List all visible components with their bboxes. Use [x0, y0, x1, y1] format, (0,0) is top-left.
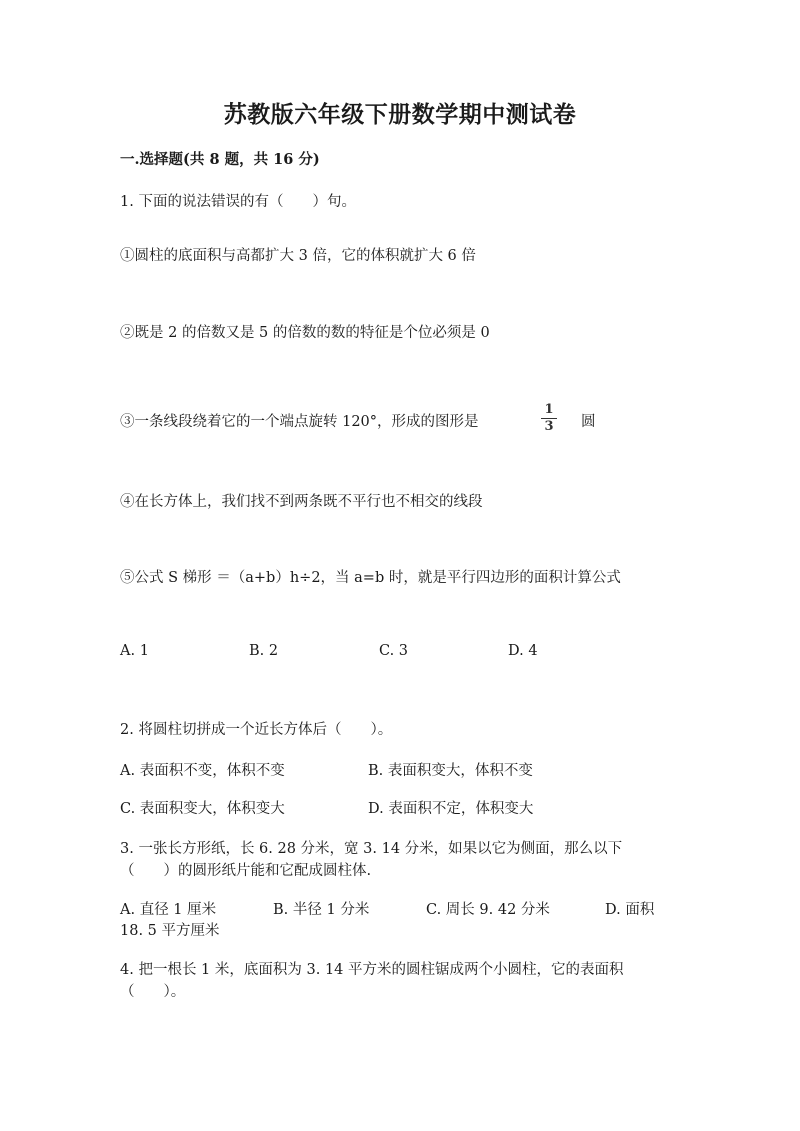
q1-option-c: C. 3	[379, 643, 409, 659]
q2-option-a: A. 表面积不变，体积不变	[120, 763, 285, 779]
q3-stem-line-1: 3. 一张长方形纸，长 6. 28 分米，宽 3. 14 分米，如果以它为侧面，那么以下	[120, 841, 623, 857]
q2-stem: 2. 将圆柱切拼成一个近长方体后（ ）。	[120, 722, 393, 738]
q1-item-3-suffix: 圆	[581, 414, 596, 430]
page-title: 苏教版六年级下册数学期中测试卷	[223, 101, 577, 128]
q4-stem-line-1: 4. 把一根长 1 米，底面积为 3. 14 平方米的圆柱锯成两个小圆柱，它的表面积	[120, 962, 624, 978]
fraction-denominator: 3	[544, 419, 554, 434]
q1-option-a: A. 1	[120, 643, 149, 659]
q2-option-d: D. 表面积不定，体积变大	[368, 801, 534, 817]
section-heading: 一.选择题(共 8 题，共 16 分)	[120, 151, 320, 168]
q1-item-3: ③一条线段绕着它的一个端点旋转 120°，形成的图形是	[120, 414, 479, 430]
q1-item-1: ①圆柱的底面积与高都扩大 3 倍，它的体积就扩大 6 倍	[120, 248, 476, 264]
q1-item-4: ④在长方体上，我们找不到两条既不平行也不相交的线段	[120, 494, 483, 510]
q2-option-c: C. 表面积变大，体积变大	[120, 801, 285, 817]
q4-stem-line-2: （ ）。	[120, 984, 186, 1000]
q3-stem-line-2: （ ）的圆形纸片能和它配成圆柱体.	[120, 863, 372, 879]
q3-option-d: D. 面积	[605, 902, 655, 918]
q2-option-b: B. 表面积变大，体积不变	[368, 763, 533, 779]
q3-option-a: A. 直径 1 厘米	[120, 902, 217, 918]
fraction-numerator: 1	[544, 402, 554, 417]
q1-option-b: B. 2	[249, 643, 279, 659]
q3-option-d-continued: 18. 5 平方厘米	[120, 923, 220, 939]
q3-option-b: B. 半径 1 分米	[273, 902, 370, 918]
q1-stem: 1. 下面的说法错误的有（ ）句。	[120, 194, 356, 210]
q1-option-d: D. 4	[508, 643, 538, 659]
q1-item-5: ⑤公式 S 梯形 ＝（a+b）h÷2，当 a=b 时，就是平行四边形的面积计算公式	[120, 570, 621, 586]
q3-option-c: C. 周长 9. 42 分米	[426, 902, 550, 918]
q1-item-2: ②既是 2 的倍数又是 5 的倍数的数的特征是个位必须是 0	[120, 325, 490, 341]
fraction-one-third	[539, 403, 559, 434]
